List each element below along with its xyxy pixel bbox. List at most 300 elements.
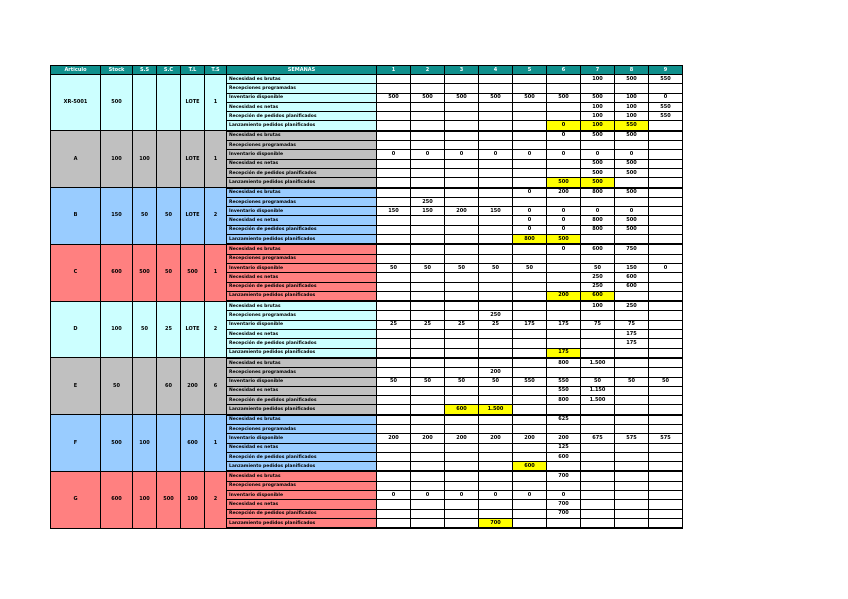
item-sc: 50 — [157, 244, 181, 301]
column-header: 1 — [377, 66, 411, 75]
period-cell: 100 — [581, 102, 615, 111]
period-cell — [445, 424, 479, 433]
period-cell — [479, 235, 513, 245]
period-cell — [513, 481, 547, 490]
period-cell: 500 — [581, 131, 615, 141]
row-label: Recepción de pedidos planificados — [227, 509, 377, 518]
period-cell — [649, 509, 683, 518]
period-cell — [411, 254, 445, 263]
period-cell — [649, 443, 683, 452]
period-cell — [615, 471, 649, 481]
period-cell — [513, 386, 547, 395]
period-cell — [377, 481, 411, 490]
period-cell — [615, 311, 649, 320]
period-cell — [377, 216, 411, 225]
period-cell — [479, 75, 513, 84]
period-cell — [479, 500, 513, 509]
row-label: Recepciones programadas — [227, 311, 377, 320]
table-row — [51, 301, 683, 311]
period-cell: 0 — [547, 207, 581, 216]
period-cell — [649, 348, 683, 358]
period-cell — [445, 168, 479, 177]
period-cell — [615, 141, 649, 150]
period-cell: 800 — [547, 358, 581, 368]
item-stock: 500 — [101, 75, 133, 131]
period-cell — [377, 159, 411, 168]
item-ts: 2 — [205, 188, 227, 245]
period-cell: 1.500 — [581, 396, 615, 405]
row-label: Lanzamiento pedidos planificados — [227, 518, 377, 528]
period-cell — [445, 197, 479, 206]
item-ss — [133, 358, 157, 415]
period-cell — [377, 291, 411, 301]
period-cell: 150 — [479, 207, 513, 216]
period-cell: 200 — [411, 434, 445, 443]
item-ts: 1 — [205, 131, 227, 188]
period-cell: 500 — [547, 93, 581, 102]
item-stock: 100 — [101, 131, 133, 188]
period-cell — [411, 443, 445, 452]
row-label: Necesidad es netas — [227, 216, 377, 225]
period-cell — [547, 254, 581, 263]
period-cell: 500 — [445, 93, 479, 102]
period-cell — [377, 415, 411, 425]
period-cell — [445, 358, 479, 368]
period-cell: 0 — [411, 150, 445, 159]
period-cell — [411, 131, 445, 141]
period-cell — [513, 471, 547, 481]
period-cell — [479, 471, 513, 481]
period-cell: 800 — [513, 235, 547, 245]
period-cell — [479, 282, 513, 291]
period-cell — [479, 141, 513, 150]
period-cell — [581, 84, 615, 93]
period-cell — [377, 301, 411, 311]
period-cell — [615, 358, 649, 368]
row-label: Inventario disponible — [227, 377, 377, 386]
period-cell — [411, 225, 445, 234]
mrp-table — [50, 65, 683, 529]
period-cell — [581, 509, 615, 518]
period-cell: 175 — [547, 348, 581, 358]
item-tl: LOTE — [181, 188, 205, 245]
period-cell — [445, 291, 479, 301]
row-label: Recepción de pedidos planificados — [227, 339, 377, 348]
period-cell — [479, 301, 513, 311]
column-header: Articulo — [51, 66, 101, 75]
period-cell — [411, 84, 445, 93]
period-cell — [649, 311, 683, 320]
period-cell: 500 — [615, 159, 649, 168]
period-cell — [479, 348, 513, 358]
period-cell — [649, 273, 683, 282]
period-cell — [581, 491, 615, 500]
period-cell — [377, 396, 411, 405]
period-cell — [445, 178, 479, 188]
period-cell — [581, 452, 615, 461]
period-cell — [615, 424, 649, 433]
period-cell — [479, 415, 513, 425]
period-cell: 625 — [547, 415, 581, 425]
period-cell — [513, 311, 547, 320]
period-cell — [649, 178, 683, 188]
period-cell — [479, 188, 513, 198]
period-cell — [581, 500, 615, 509]
period-cell — [649, 207, 683, 216]
item-name: XR-5001 — [51, 75, 101, 131]
period-cell: 600 — [445, 405, 479, 415]
period-cell — [377, 424, 411, 433]
period-cell — [581, 348, 615, 358]
period-cell — [479, 102, 513, 111]
period-cell: 250 — [411, 197, 445, 206]
column-header: 3 — [445, 66, 479, 75]
row-label: Recepciones programadas — [227, 141, 377, 150]
period-cell: 0 — [547, 491, 581, 500]
period-cell — [479, 112, 513, 121]
period-cell: 700 — [547, 471, 581, 481]
period-cell: 50 — [615, 377, 649, 386]
row-label: Necesidad es netas — [227, 443, 377, 452]
period-cell: 800 — [581, 225, 615, 234]
item-sc: 25 — [157, 301, 181, 358]
period-cell: 100 — [581, 75, 615, 84]
period-cell — [581, 197, 615, 206]
table-row — [51, 131, 683, 141]
period-cell — [649, 225, 683, 234]
column-header: 9 — [649, 66, 683, 75]
item-ss: 100 — [133, 131, 157, 188]
period-cell — [445, 462, 479, 472]
period-cell — [445, 500, 479, 509]
row-label: Recepción de pedidos planificados — [227, 282, 377, 291]
period-cell — [649, 452, 683, 461]
column-header: 6 — [547, 66, 581, 75]
period-cell: 200 — [445, 434, 479, 443]
period-cell — [615, 443, 649, 452]
row-label: Recepción de pedidos planificados — [227, 396, 377, 405]
row-label: Necesidad es brutas — [227, 471, 377, 481]
period-cell — [649, 216, 683, 225]
period-cell: 500 — [615, 75, 649, 84]
period-cell — [513, 509, 547, 518]
period-cell — [377, 330, 411, 339]
period-cell — [649, 471, 683, 481]
table-row — [51, 358, 683, 368]
period-cell — [581, 481, 615, 490]
row-label: Necesidad es netas — [227, 330, 377, 339]
item-name: B — [51, 188, 101, 245]
column-header: 5 — [513, 66, 547, 75]
period-cell — [615, 405, 649, 415]
period-cell — [411, 168, 445, 177]
period-cell — [581, 330, 615, 339]
period-cell — [479, 178, 513, 188]
period-cell: 600 — [547, 452, 581, 461]
period-cell — [649, 462, 683, 472]
row-label: Recepciones programadas — [227, 84, 377, 93]
row-label: Recepción de pedidos planificados — [227, 225, 377, 234]
period-cell — [513, 121, 547, 131]
period-cell — [411, 462, 445, 472]
period-cell — [445, 311, 479, 320]
item-tl: 100 — [181, 471, 205, 528]
period-cell: 0 — [547, 150, 581, 159]
period-cell: 0 — [649, 93, 683, 102]
period-cell — [445, 254, 479, 263]
period-cell — [547, 102, 581, 111]
period-cell: 150 — [411, 207, 445, 216]
period-cell: 575 — [649, 434, 683, 443]
period-cell: 0 — [513, 150, 547, 159]
item-ts: 2 — [205, 471, 227, 528]
row-label: Inventario disponible — [227, 434, 377, 443]
period-cell: 0 — [479, 150, 513, 159]
period-cell — [581, 235, 615, 245]
item-sc — [157, 75, 181, 131]
period-cell: 675 — [581, 434, 615, 443]
period-cell: 500 — [547, 178, 581, 188]
item-ss — [133, 75, 157, 131]
period-cell — [547, 263, 581, 272]
item-tl: 500 — [181, 244, 205, 301]
row-label: Necesidad es brutas — [227, 75, 377, 84]
period-cell: 150 — [615, 263, 649, 272]
period-cell — [513, 518, 547, 528]
mrp-body — [51, 75, 683, 529]
period-cell — [649, 150, 683, 159]
period-cell — [615, 235, 649, 245]
period-cell — [445, 235, 479, 245]
period-cell — [649, 131, 683, 141]
column-header: T.S — [205, 66, 227, 75]
period-cell — [513, 141, 547, 150]
period-cell — [411, 405, 445, 415]
period-cell: 700 — [547, 500, 581, 509]
item-stock: 150 — [101, 188, 133, 245]
period-cell — [581, 254, 615, 263]
period-cell — [547, 282, 581, 291]
item-name: C — [51, 244, 101, 301]
period-cell: 50 — [411, 263, 445, 272]
period-cell — [547, 84, 581, 93]
period-cell — [479, 168, 513, 177]
row-label: Necesidad es netas — [227, 500, 377, 509]
period-cell — [479, 225, 513, 234]
period-cell — [615, 462, 649, 472]
period-cell: 250 — [479, 311, 513, 320]
period-cell: 200 — [547, 291, 581, 301]
period-cell — [445, 225, 479, 234]
period-cell: 0 — [547, 121, 581, 131]
period-cell — [513, 452, 547, 461]
period-cell — [377, 368, 411, 377]
period-cell: 50 — [411, 377, 445, 386]
row-label: Recepciones programadas — [227, 368, 377, 377]
period-cell — [479, 244, 513, 254]
period-cell: 200 — [479, 434, 513, 443]
period-cell: 500 — [615, 168, 649, 177]
period-cell — [445, 330, 479, 339]
period-cell: 0 — [547, 244, 581, 254]
period-cell: 150 — [377, 207, 411, 216]
row-label: Lanzamiento pedidos planificados — [227, 121, 377, 131]
period-cell — [513, 75, 547, 84]
period-cell: 0 — [513, 491, 547, 500]
period-cell: 575 — [615, 434, 649, 443]
period-cell: 0 — [513, 216, 547, 225]
period-cell: 600 — [615, 282, 649, 291]
period-cell — [445, 301, 479, 311]
row-label: Recepción de pedidos planificados — [227, 452, 377, 461]
period-cell — [649, 500, 683, 509]
period-cell — [445, 471, 479, 481]
item-ss: 50 — [133, 188, 157, 245]
period-cell: 500 — [615, 131, 649, 141]
column-header: 2 — [411, 66, 445, 75]
period-cell — [377, 311, 411, 320]
period-cell — [513, 424, 547, 433]
period-cell — [615, 254, 649, 263]
period-cell: 500 — [615, 225, 649, 234]
period-cell — [615, 396, 649, 405]
table-row — [51, 415, 683, 425]
column-header: Stock — [101, 66, 133, 75]
period-cell — [649, 396, 683, 405]
item-name: A — [51, 131, 101, 188]
period-cell — [411, 311, 445, 320]
item-name: F — [51, 415, 101, 472]
period-cell — [445, 188, 479, 198]
period-cell — [547, 368, 581, 377]
period-cell — [479, 291, 513, 301]
period-cell: 250 — [581, 273, 615, 282]
period-cell — [445, 75, 479, 84]
period-cell — [377, 509, 411, 518]
row-label: Recepciones programadas — [227, 254, 377, 263]
period-cell — [513, 131, 547, 141]
period-cell — [411, 291, 445, 301]
period-cell — [411, 500, 445, 509]
period-cell — [445, 415, 479, 425]
period-cell — [411, 415, 445, 425]
period-cell — [615, 197, 649, 206]
period-cell — [377, 235, 411, 245]
period-cell — [479, 197, 513, 206]
period-cell — [513, 84, 547, 93]
period-cell — [479, 273, 513, 282]
period-cell — [547, 112, 581, 121]
period-cell: 25 — [445, 320, 479, 329]
period-cell: 1.500 — [479, 405, 513, 415]
item-name: G — [51, 471, 101, 528]
period-cell: 0 — [547, 131, 581, 141]
period-cell — [377, 102, 411, 111]
period-cell — [445, 509, 479, 518]
period-cell: 500 — [513, 93, 547, 102]
period-cell — [411, 368, 445, 377]
period-cell: 500 — [547, 235, 581, 245]
period-cell — [547, 481, 581, 490]
period-cell — [377, 178, 411, 188]
period-cell — [479, 481, 513, 490]
period-cell — [479, 84, 513, 93]
item-stock: 600 — [101, 471, 133, 528]
period-cell: 500 — [377, 93, 411, 102]
period-cell — [649, 188, 683, 198]
period-cell: 550 — [547, 386, 581, 395]
period-cell — [547, 159, 581, 168]
period-cell: 50 — [377, 263, 411, 272]
row-label: Necesidad es netas — [227, 386, 377, 395]
period-cell — [649, 320, 683, 329]
table-row — [51, 244, 683, 254]
period-cell — [445, 518, 479, 528]
period-cell — [479, 358, 513, 368]
period-cell — [411, 481, 445, 490]
period-cell — [445, 481, 479, 490]
period-cell — [547, 405, 581, 415]
header-row — [51, 66, 683, 75]
period-cell — [547, 273, 581, 282]
period-cell: 500 — [581, 93, 615, 102]
period-cell — [649, 415, 683, 425]
period-cell: 200 — [479, 368, 513, 377]
table-row — [51, 471, 683, 481]
period-cell: 500 — [615, 216, 649, 225]
period-cell — [581, 141, 615, 150]
period-cell — [615, 368, 649, 377]
item-name: D — [51, 301, 101, 358]
row-label: Necesidad es brutas — [227, 415, 377, 425]
item-sc: 50 — [157, 188, 181, 245]
period-cell — [547, 518, 581, 528]
period-cell: 1.500 — [581, 358, 615, 368]
period-cell: 25 — [377, 320, 411, 329]
period-cell — [479, 452, 513, 461]
period-cell: 0 — [445, 491, 479, 500]
period-cell — [479, 339, 513, 348]
period-cell — [581, 471, 615, 481]
period-cell: 175 — [615, 330, 649, 339]
row-label: Necesidad es brutas — [227, 188, 377, 198]
period-cell: 700 — [547, 509, 581, 518]
period-cell: 0 — [479, 491, 513, 500]
period-cell — [377, 188, 411, 198]
period-cell — [411, 339, 445, 348]
period-cell — [377, 282, 411, 291]
period-cell: 0 — [649, 263, 683, 272]
period-cell — [547, 301, 581, 311]
period-cell — [411, 452, 445, 461]
period-cell — [479, 216, 513, 225]
period-cell — [377, 244, 411, 254]
period-cell — [479, 330, 513, 339]
period-cell — [411, 386, 445, 395]
period-cell — [615, 509, 649, 518]
period-cell — [445, 102, 479, 111]
period-cell — [411, 282, 445, 291]
table-row — [51, 75, 683, 84]
period-cell: 100 — [615, 93, 649, 102]
period-cell — [649, 424, 683, 433]
period-cell — [513, 330, 547, 339]
item-ss: 500 — [133, 244, 157, 301]
period-cell: 75 — [615, 320, 649, 329]
column-header: S.C — [157, 66, 181, 75]
period-cell — [513, 291, 547, 301]
period-cell — [377, 358, 411, 368]
